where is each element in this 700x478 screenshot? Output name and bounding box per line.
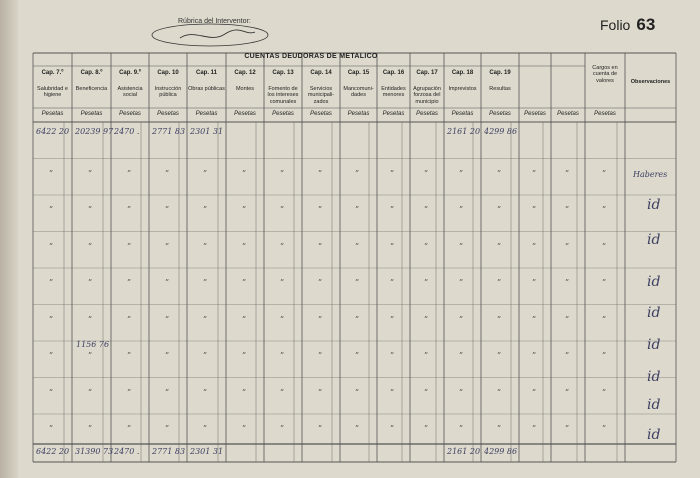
ditto-mark: ” <box>242 205 247 214</box>
ditto-mark: ” <box>318 314 323 324</box>
col-unit-13: Pesetas <box>524 111 546 117</box>
ditto-mark: ” <box>280 168 285 178</box>
ditto-mark: ” <box>565 351 570 360</box>
ditto-mark: ” <box>602 387 607 397</box>
col-label-9: Entidades menores <box>381 86 406 99</box>
row1-cell-12: 4299 86 <box>484 127 518 136</box>
ditto-mark: ” <box>532 241 537 251</box>
row1-cell-1: 20239 97 <box>75 127 114 136</box>
ditto-mark: ” <box>459 278 464 287</box>
ditto-mark: ” <box>127 278 132 287</box>
ditto-mark: ” <box>497 278 502 287</box>
ditto-mark: ” <box>459 351 464 360</box>
col-unit-0: Pesetas <box>41 111 64 117</box>
ditto-mark: ” <box>280 278 285 287</box>
col-unit-8: Pesetas <box>347 111 370 117</box>
total-cell-12: 4299 86 <box>484 447 518 456</box>
col-cap-1: Cap. 8.º <box>80 70 103 76</box>
col-cap-8: Cap. 15 <box>347 70 370 76</box>
ditto-mark: ” <box>355 424 360 433</box>
ditto-mark: ” <box>127 314 132 324</box>
ditto-mark: ” <box>497 387 502 397</box>
col-label-6: Fomento de los intereses comunales <box>267 86 299 105</box>
ditto-mark: ” <box>459 387 464 397</box>
ditto-mark: ” <box>318 205 323 214</box>
ditto-mark: ” <box>602 314 607 324</box>
col-cargos: Cargos en cuenta de valores <box>592 65 618 84</box>
col-cap-0: Cap. 7.º <box>41 70 64 76</box>
rubrica-label: Rúbrica del Interventor: <box>178 18 251 25</box>
beneficencia-entry: 1156 76 <box>76 340 110 349</box>
ditto-mark: ” <box>390 387 395 397</box>
ditto-mark: ” <box>565 314 570 324</box>
ditto-mark: ” <box>165 314 170 324</box>
ditto-mark: ” <box>532 387 537 397</box>
ditto-mark: ” <box>459 424 464 433</box>
ditto-mark: ” <box>532 278 537 287</box>
ditto-mark: ” <box>203 351 208 360</box>
ditto-mark: ” <box>49 241 54 251</box>
ditto-mark: ” <box>88 168 93 178</box>
col-cap-2: Cap. 9.º <box>119 70 141 76</box>
ditto-mark: ” <box>165 424 170 433</box>
col-cap-11: Cap. 18 <box>451 70 474 76</box>
ditto-mark: ” <box>203 205 208 214</box>
col-cap-5: Cap. 12 <box>234 70 256 76</box>
ditto-mark: ” <box>165 168 170 178</box>
col-cap-10: Cap. 17 <box>416 70 438 76</box>
ditto-mark: ” <box>355 168 360 178</box>
ditto-mark: ” <box>497 314 502 324</box>
observacion-3: id <box>647 274 661 290</box>
ditto-mark: ” <box>165 241 170 251</box>
observacion-6: id <box>647 369 661 385</box>
ditto-mark: ” <box>602 278 607 287</box>
ditto-mark: ” <box>127 168 132 178</box>
ditto-mark: ” <box>88 424 93 433</box>
col-unit-6: Pesetas <box>272 111 294 117</box>
ditto-mark: ” <box>390 351 395 360</box>
ditto-mark: ” <box>165 278 170 287</box>
ditto-mark: ” <box>602 424 607 433</box>
ditto-mark: ” <box>532 351 537 360</box>
ditto-mark: ” <box>497 351 502 360</box>
ditto-mark: ” <box>355 205 360 214</box>
total-cell-11: 2161 20 <box>447 447 481 456</box>
ditto-mark: ” <box>355 387 360 397</box>
total-cell-0: 6422 20 <box>36 447 70 456</box>
ditto-mark: ” <box>390 168 395 178</box>
col-label-7: Servicios municipali-zados <box>307 86 335 105</box>
ditto-mark: ” <box>565 278 570 287</box>
ditto-mark: ” <box>355 241 360 251</box>
ditto-mark: ” <box>424 168 429 178</box>
ditto-mark: ” <box>424 387 429 397</box>
ditto-mark: ” <box>355 351 360 360</box>
ditto-mark: ” <box>459 241 464 251</box>
col-unit-1: Pesetas <box>80 111 103 117</box>
ditto-mark: ” <box>280 424 285 433</box>
ditto-mark: ” <box>355 278 360 287</box>
total-cell-2: 2470 . <box>114 447 140 456</box>
row1-cell-0: 6422 20 <box>36 127 70 136</box>
ditto-mark: ” <box>203 241 208 251</box>
ditto-mark: ” <box>127 351 132 360</box>
col-unit-10: Pesetas <box>416 111 438 117</box>
ditto-mark: ” <box>318 168 323 178</box>
col-unit-9: Pesetas <box>382 111 405 117</box>
ditto-mark: ” <box>497 168 502 178</box>
observacion-2: id <box>647 232 661 248</box>
col-label-5: Montes <box>235 86 255 92</box>
ditto-mark: ” <box>318 387 323 397</box>
col-cap-3: Cap. 10 <box>157 70 179 76</box>
ditto-mark: ” <box>242 351 247 360</box>
ditto-mark: ” <box>280 351 285 360</box>
col-cap-9: Cap. 16 <box>382 70 405 76</box>
ditto-mark: ” <box>497 424 502 433</box>
ditto-mark: ” <box>242 278 247 287</box>
ditto-mark: ” <box>390 241 395 251</box>
ditto-mark: ” <box>318 424 323 433</box>
ditto-mark: ” <box>88 205 93 214</box>
col-observaciones: Observaciones <box>630 79 671 85</box>
ditto-mark: ” <box>459 314 464 324</box>
ditto-mark: ” <box>424 351 429 360</box>
ditto-mark: ” <box>127 424 132 433</box>
ditto-mark: ” <box>565 205 570 214</box>
ditto-mark: ” <box>49 168 54 178</box>
col-label-11: Imprevistos <box>448 86 477 92</box>
ditto-mark: ” <box>127 205 132 214</box>
ditto-mark: ” <box>390 205 395 214</box>
ditto-mark: ” <box>127 387 132 397</box>
ditto-mark: ” <box>49 424 54 433</box>
section-title: CUENTAS DEUDORAS DE METALICO <box>244 53 378 60</box>
ditto-mark: ” <box>602 351 607 360</box>
ditto-mark: ” <box>280 387 285 397</box>
total-cell-4: 2301 31 <box>190 447 224 456</box>
col-label-1: Beneficencia <box>75 86 108 92</box>
ditto-mark: ” <box>355 314 360 324</box>
col-cap-4: Cap. 11 <box>195 70 217 76</box>
col-cap-12: Cap. 19 <box>489 70 511 76</box>
ditto-mark: ” <box>318 278 323 287</box>
ditto-mark: ” <box>280 205 285 214</box>
col-label-2: Asistencia social <box>117 86 143 99</box>
ditto-mark: ” <box>280 241 285 251</box>
ditto-mark: ” <box>165 387 170 397</box>
ditto-mark: ” <box>88 351 93 360</box>
ditto-mark: ” <box>49 205 54 214</box>
observacion-0: Haberes <box>633 170 668 179</box>
ditto-mark: ” <box>203 424 208 433</box>
col-label-10: Agrupación forzosa del municipio <box>413 86 441 105</box>
col-label-0: Salubridad e higiene <box>37 86 68 99</box>
ditto-mark: ” <box>203 278 208 287</box>
col-unit-4: Pesetas <box>195 111 218 117</box>
col-unit-5: Pesetas <box>234 111 256 117</box>
ditto-mark: ” <box>242 424 247 433</box>
ditto-mark: ” <box>390 314 395 324</box>
total-cell-1: 31390 73 <box>75 447 114 456</box>
ditto-mark: ” <box>459 168 464 178</box>
ditto-mark: ” <box>424 241 429 251</box>
row1-cell-3: 2771 83 <box>152 127 186 136</box>
col-unit-15: Pesetas <box>594 111 616 117</box>
ditto-mark: ” <box>532 314 537 324</box>
ditto-mark: ” <box>49 387 54 397</box>
ditto-mark: ” <box>88 241 93 251</box>
ditto-mark: ” <box>602 241 607 251</box>
ditto-mark: ” <box>49 314 54 324</box>
folio-number: 63 <box>636 15 656 34</box>
ditto-mark: ” <box>459 205 464 214</box>
col-label-4: Obras públicas <box>188 86 225 92</box>
ditto-mark: ” <box>242 168 247 178</box>
observacion-1: id <box>647 197 661 213</box>
ditto-mark: ” <box>49 351 54 360</box>
observacion-4: id <box>647 305 661 321</box>
ditto-mark: ” <box>565 168 570 178</box>
ditto-mark: ” <box>165 205 170 214</box>
ditto-mark: ” <box>532 424 537 433</box>
ditto-mark: ” <box>318 241 323 251</box>
ditto-mark: ” <box>88 387 93 397</box>
folio-label: Folio <box>600 17 631 33</box>
ditto-mark: ” <box>565 424 570 433</box>
ditto-mark: ” <box>497 205 502 214</box>
col-unit-14: Pesetas <box>557 111 579 117</box>
ditto-mark: ” <box>49 278 54 287</box>
ditto-mark: ” <box>318 351 323 360</box>
ditto-mark: ” <box>424 205 429 214</box>
col-unit-11: Pesetas <box>451 111 474 117</box>
ditto-mark: ” <box>532 168 537 178</box>
col-cap-7: Cap. 14 <box>310 70 332 76</box>
observacion-7: id <box>647 397 661 413</box>
ditto-mark: ” <box>203 314 208 324</box>
ditto-mark: ” <box>242 314 247 324</box>
ditto-mark: ” <box>424 314 429 324</box>
ditto-mark: ” <box>565 241 570 251</box>
ditto-mark: ” <box>565 387 570 397</box>
total-cell-3: 2771 83 <box>152 447 186 456</box>
col-unit-7: Pesetas <box>310 111 332 117</box>
col-unit-12: Pesetas <box>489 111 511 117</box>
row1-cell-2: 2470 . <box>114 127 140 136</box>
ditto-mark: ” <box>242 387 247 397</box>
col-cap-6: Cap. 13 <box>272 70 294 76</box>
ditto-mark: ” <box>127 241 132 251</box>
row1-cell-11: 2161 20 <box>447 127 481 136</box>
ditto-mark: ” <box>165 351 170 360</box>
ditto-mark: ” <box>602 168 607 178</box>
row1-cell-4: 2301 31 <box>190 127 224 136</box>
ditto-mark: ” <box>390 424 395 433</box>
ditto-mark: ” <box>424 278 429 287</box>
col-label-3: Instrucción pública <box>154 86 182 99</box>
col-unit-2: Pesetas <box>119 111 141 117</box>
col-label-8: Mancomuni-dades <box>343 86 374 99</box>
col-unit-3: Pesetas <box>157 111 179 117</box>
ditto-mark: ” <box>203 168 208 178</box>
ditto-mark: ” <box>390 278 395 287</box>
observacion-8: id <box>647 427 661 443</box>
ditto-mark: ” <box>497 241 502 251</box>
ditto-mark: ” <box>88 278 93 287</box>
ditto-mark: ” <box>602 205 607 214</box>
ditto-mark: ” <box>424 424 429 433</box>
ditto-mark: ” <box>532 205 537 214</box>
ditto-mark: ” <box>203 387 208 397</box>
col-label-12: Resultas <box>489 86 511 92</box>
ditto-mark: ” <box>280 314 285 324</box>
ditto-mark: ” <box>88 314 93 324</box>
observacion-5: id <box>647 337 661 353</box>
ditto-mark: ” <box>242 241 247 251</box>
